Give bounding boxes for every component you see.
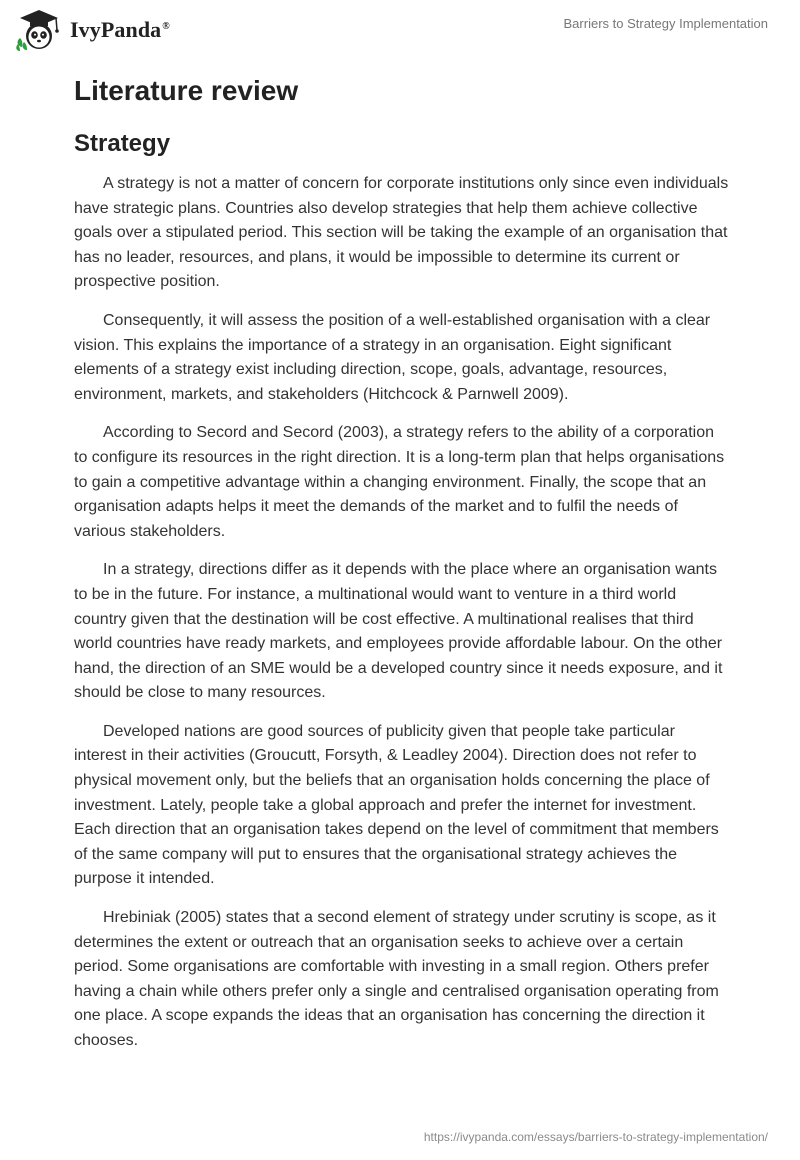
- source-url-link[interactable]: https://ivypanda.com/essays/barriers-to-strategy-implementation/: [423, 1130, 768, 1144]
- document-title: Barriers to Strategy Implementation: [563, 16, 768, 31]
- article-body: [74, 70, 729, 1054]
- paragraph: Hrebiniak (2005) states that a second element of strategy under scrutiny is scope, as it determines the extent or outreach that an organisation seeks to achieve over a certain period. Some organisations are comfortable with investing in a small region. Others prefer having a chain while others prefer only a single and centralised organisation operating from one place. A scope expands the ideas that an organisation has concerning the direction it chooses.: [74, 909, 719, 1049]
- paragraph: Developed nations are good sources of publicity given that people take particular interest in their activities (Groucutt, Forsyth, & Leadley 2004). Direction does not refer to physical movement only, but the beliefs that an organisation holds concerning the place of investment. Lately, people take a global approach and prefer the internet for investment. Each direction that an organisation takes depend on the level of commitment that members of the same company will put to ensures that the organisational strategy achieves the purpose it intended.: [74, 722, 719, 888]
- paragraph: In a strategy, directions differ as it depends with the place where an organisation wants to be in the future. For instance, a multinational would want to venture in a third world country given that the destination will be cost effective. A multinational realises that third world countries have ready markets, and employees provide affordable labour. On the other hand, the direction of an SME would be a developed country since it needs exposure, and it should be close to many resources.: [74, 561, 723, 702]
- paragraph: Consequently, it will assess the position of a well-established organisation with a clear vision. This explains the importance of a strategy in an organisation. Eight significant elements of a strategy exist including direction, scope, goals, advantage, resources, environment, markets, and stakeholders (Hitchcock & Parnwell 2009).: [74, 311, 711, 403]
- page-header: [0, 0, 800, 60]
- paragraph: A strategy is not a matter of concern for corporate institutions only since even individuals have strategic plans. Countries also develop strategies that help them achieve collective goals over a stipulated period. This section will be taking the example of an organisation that has no leader, resources, and plans, it would be impossible to determine its current or prospective position.: [74, 175, 729, 291]
- registered-mark: ®: [162, 20, 170, 32]
- ivypanda-logo[interactable]: [14, 8, 170, 52]
- page-heading: Literature review: [74, 75, 299, 106]
- logo-wordmark: [70, 17, 170, 43]
- paragraph: According to Secord and Secord (2003), a strategy refers to the ability of a corporation to configure its resources in the right direction. It is a long-term plan that helps organisations to gain a competitive advantage within a changing environment. Finally, the scope that an organisation adapts helps it meet the demands of the market and to fulfil the needs of various stakeholders.: [74, 424, 725, 540]
- panda-graduate-icon: [14, 8, 64, 52]
- logo-text: IvyPanda: [70, 17, 162, 42]
- section-heading: Strategy: [74, 130, 171, 157]
